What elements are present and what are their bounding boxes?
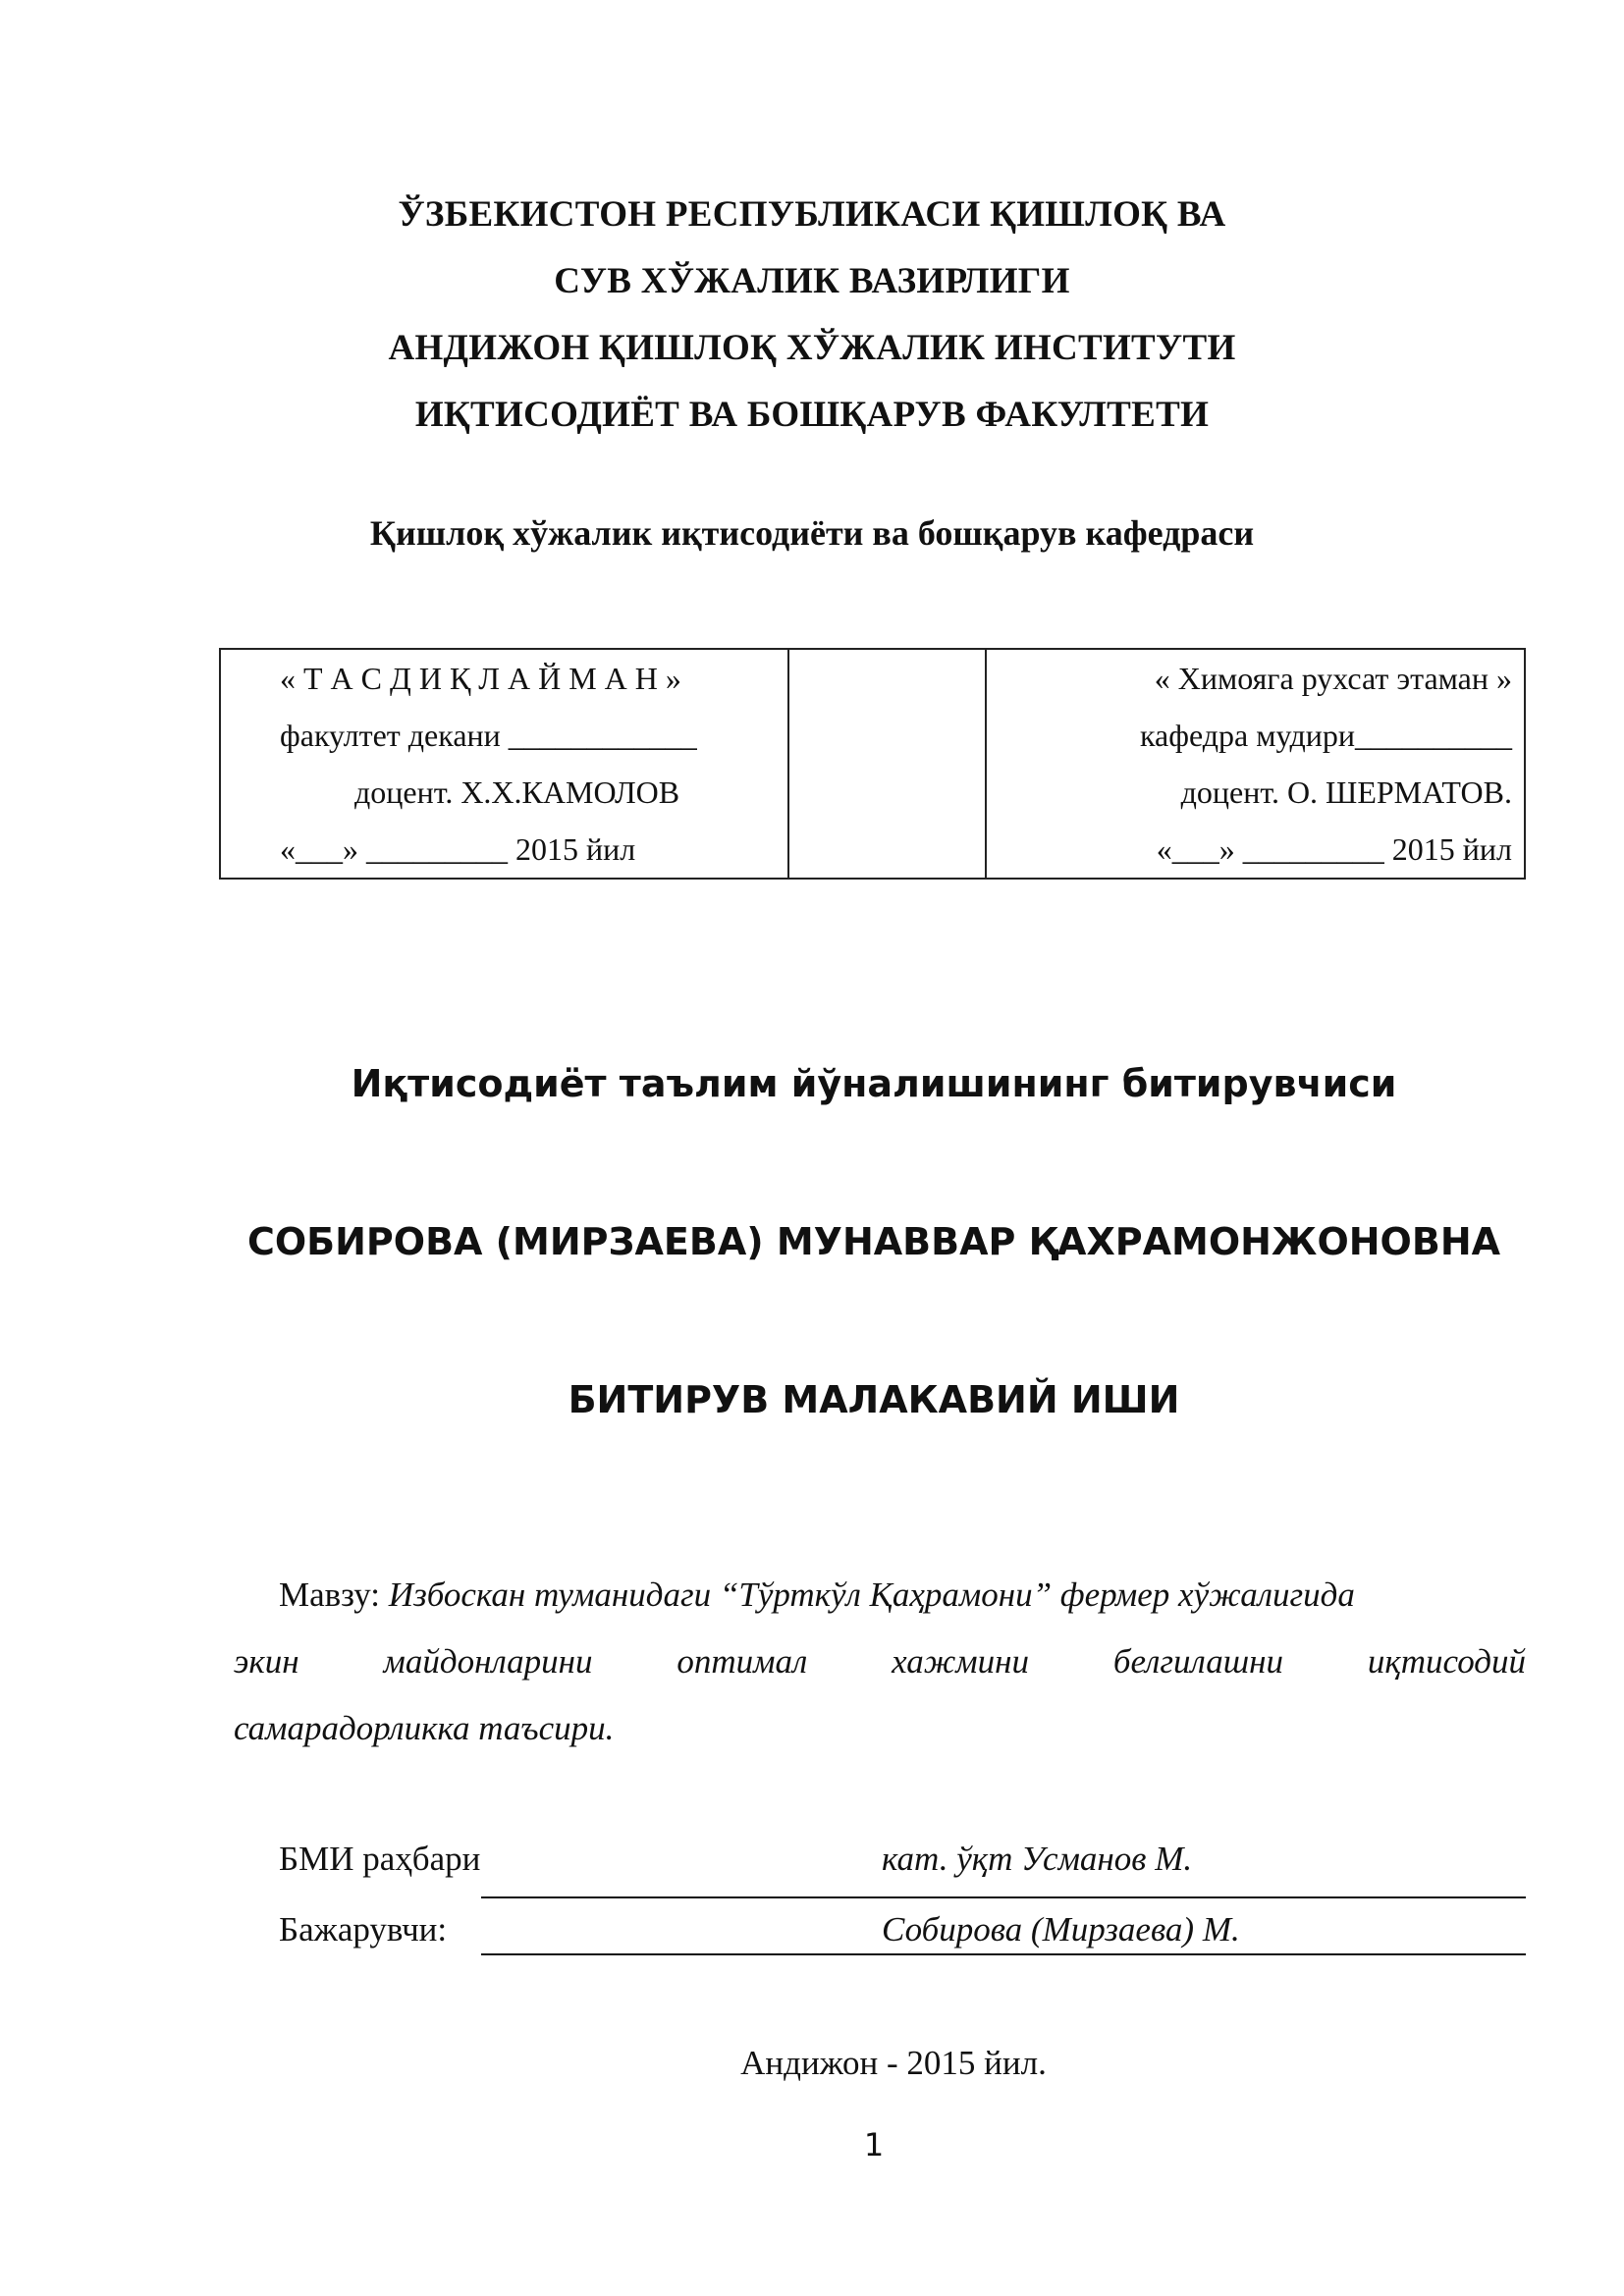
supervisor-role: БМИ раҳбари	[279, 1840, 481, 1878]
city-year: Андижон - 2015 йил.	[740, 2044, 1047, 2082]
approve-label-right: « Химояга рухсат этаман »	[1154, 661, 1512, 696]
executor-name: Собирова (Мирзаева) М.	[882, 1910, 1240, 1949]
dean-date: «___» _________ 2015 йил	[280, 831, 636, 867]
topic-line-3: самарадорликка таъсири.	[234, 1709, 615, 1747]
topic-word: оптимал	[677, 1642, 808, 1681]
topic-word: белгилашни	[1112, 1642, 1284, 1681]
supervisor-name: кат. ўқт Усманов М.	[882, 1840, 1193, 1878]
approval-table	[219, 648, 1526, 880]
supervisor-row	[279, 1832, 1526, 1887]
page-number: 1	[863, 2126, 885, 2163]
head-date: «___» _________ 2015 йил	[1156, 831, 1512, 867]
topic-line-1	[234, 1562, 1526, 1629]
study-direction: Иқтисодиёт таълим йўналишининг битирувчиси	[351, 1062, 1397, 1105]
work-title: БИТИРУВ МАЛАКАВИЙ ИШИ	[568, 1378, 1180, 1421]
topic-word: экин	[234, 1642, 299, 1681]
topic-line-2	[234, 1629, 1526, 1695]
header-line-3: АНДИЖОН ҚИШЛОҚ ХЎЖАЛИК ИНСТИТУТИ	[388, 328, 1236, 368]
dean-name: доцент. Х.Х.КАМОЛОВ	[354, 774, 680, 810]
dean-position: факултет декани ____________	[280, 718, 697, 753]
approval-middle-cell	[788, 649, 986, 879]
student-name: СОБИРОВА (МИРЗАЕВА) МУНАВВАР ҚАХРАМОНЖОНОВНА	[246, 1220, 1501, 1263]
head-name: доцент. О. ШЕРМАТОВ.	[1180, 774, 1512, 810]
topic-word: хажмини	[892, 1642, 1029, 1681]
header-line-4: ИҚТИСОДИЁТ ВА БОШҚАРУВ ФАКУЛТЕТИ	[414, 395, 1210, 435]
topic-word: майдонларини	[383, 1642, 593, 1681]
topic-text-1: Избоскан туманидаги “Тўрткўл Қаҳрамони” фермер хўжалигида	[388, 1575, 1355, 1614]
topic-label: Мавзу:	[279, 1575, 389, 1614]
ministry-header	[0, 182, 1624, 449]
topic-paragraph	[234, 1562, 1526, 1762]
approve-label-left: « Т А С Д И Қ Л А Й М А Н »	[280, 661, 681, 696]
executor-role: Бажарувчи:	[279, 1910, 448, 1949]
header-line-1: ЎЗБЕКИСТОН РЕСПУБЛИКАСИ ҚИШЛОҚ ВА	[398, 194, 1226, 235]
head-position: кафедра мудири__________	[1139, 718, 1512, 753]
department-title: Қишлоқ хўжалик иқтисодиёти ва бошқарув кафедраси	[369, 513, 1255, 553]
approval-right-cell	[986, 649, 1525, 879]
topic-word: иқтисодий	[1367, 1642, 1526, 1681]
approval-left-cell	[220, 649, 788, 879]
executor-row	[279, 1902, 1526, 1957]
header-line-2: СУВ ХЎЖАЛИК ВАЗИРЛИГИ	[554, 261, 1070, 301]
